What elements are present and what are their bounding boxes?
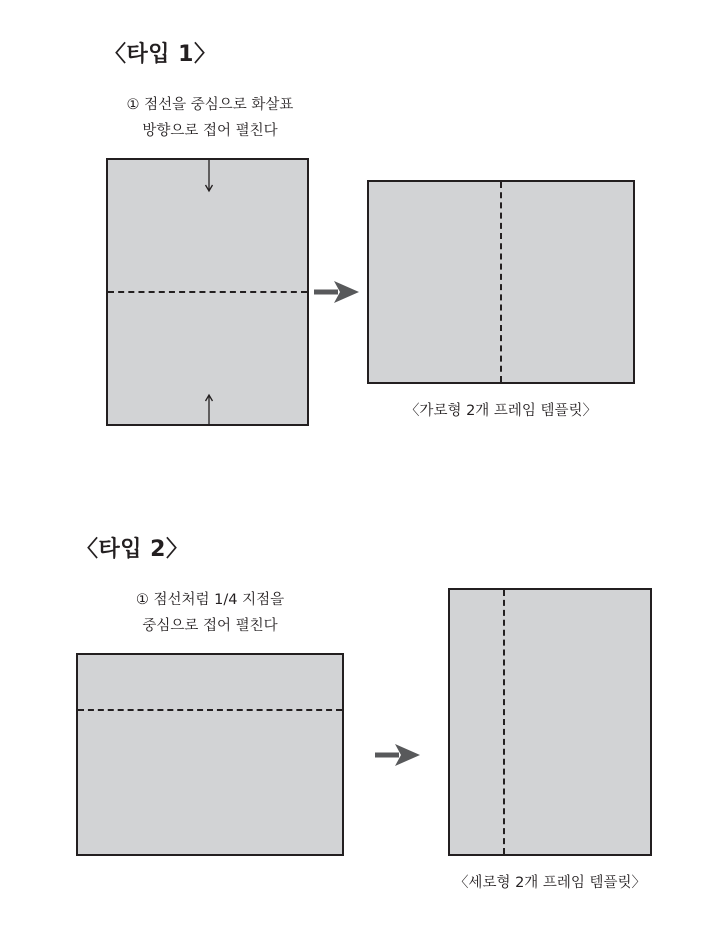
type1-caption: 〈가로형 2개 프레임 템플릿〉 xyxy=(404,403,598,419)
type1-heading: 〈타입 1〉 xyxy=(104,42,217,67)
arrow-down-icon xyxy=(203,160,215,194)
type1-instruction-line1: ① 점선을 중심으로 화살표 xyxy=(126,97,294,113)
type1-template-divider xyxy=(500,182,502,382)
type1-original-sheet xyxy=(106,158,309,426)
type2-instruction-line2: 중심으로 접어 펼친다 xyxy=(142,618,278,634)
type1-fold-line xyxy=(108,291,307,293)
type2-vertical-template xyxy=(448,588,652,856)
type2-original-sheet xyxy=(76,653,344,856)
type1-instruction xyxy=(100,92,320,144)
arrow-right-icon xyxy=(375,743,421,767)
type2-caption: 〈세로형 2개 프레임 템플릿〉 xyxy=(453,875,647,891)
type1-horizontal-template xyxy=(367,180,635,384)
arrow-up-icon xyxy=(203,392,215,426)
type2-fold-line xyxy=(78,709,342,711)
type2-instruction xyxy=(100,587,320,639)
type2-heading: 〈타입 2〉 xyxy=(76,537,189,562)
arrow-right-icon xyxy=(314,280,360,304)
type2-instruction-line1: ① 점선처럼 1/4 지점을 xyxy=(135,592,285,608)
type1-instruction-line2: 방향으로 접어 펼친다 xyxy=(142,123,278,139)
type2-template-divider xyxy=(503,590,505,854)
